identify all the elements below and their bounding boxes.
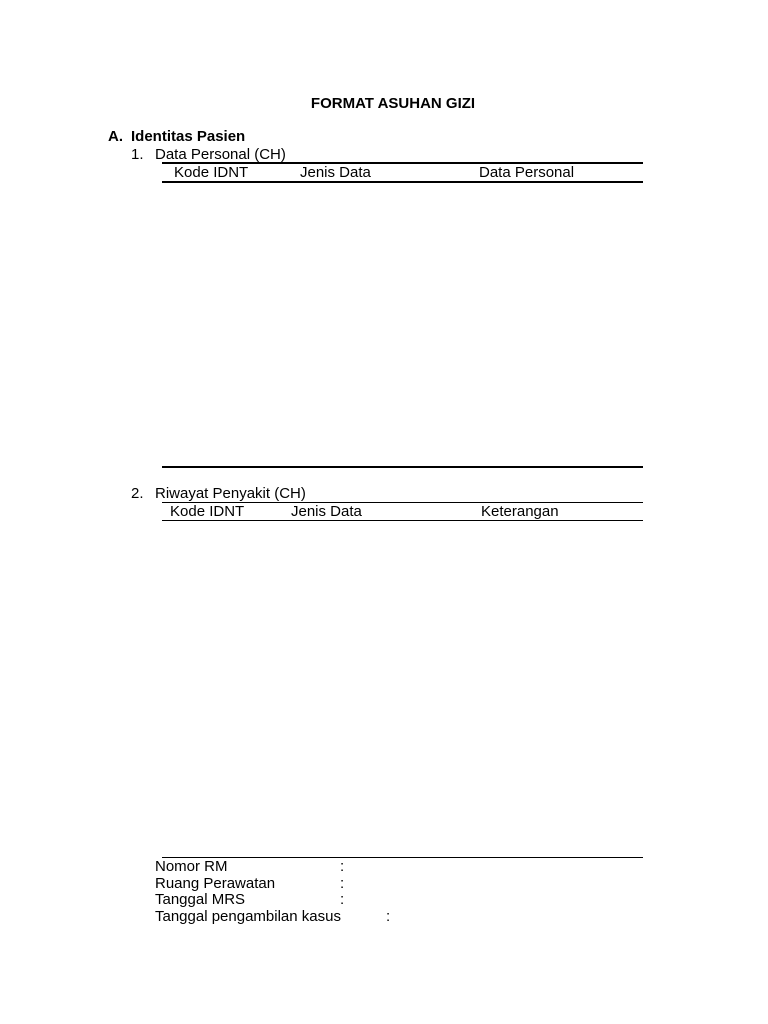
item2-label: Riwayat Penyakit (CH) [155,485,306,502]
table2-header-rule [162,520,643,521]
table1-col-kode: Kode IDNT [174,164,249,181]
section-a-label: Identitas Pasien [131,128,246,145]
field-ruang-perawatan-label: Ruang Perawatan [155,875,276,892]
table2-col-jenis: Jenis Data [291,503,362,520]
section-a-marker: A. [108,128,123,145]
item1-label: Data Personal (CH) [155,146,286,163]
table1-bottom-rule [162,466,643,468]
table2-bottom-rule [162,857,643,858]
table2-col-keterangan: Keterangan [481,503,559,520]
field-ruang-perawatan-colon: : [340,875,345,892]
table1-header-rule [162,181,643,183]
item2-number: 2. [131,485,144,502]
field-tanggal-mrs-colon: : [340,891,345,908]
field-tanggal-mrs-label: Tanggal MRS [155,891,246,908]
table1-col-jenis: Jenis Data [300,164,371,181]
document-title: FORMAT ASUHAN GIZI [310,95,476,112]
field-tanggal-kasus-colon: : [386,908,391,925]
field-tanggal-kasus-label: Tanggal pengambilan kasus [155,908,341,925]
field-nomor-rm-label: Nomor RM [155,858,228,875]
table1-col-data: Data Personal [479,164,575,181]
table2-col-kode: Kode IDNT [170,503,245,520]
item1-number: 1. [131,146,144,163]
field-nomor-rm-colon: : [340,858,345,875]
